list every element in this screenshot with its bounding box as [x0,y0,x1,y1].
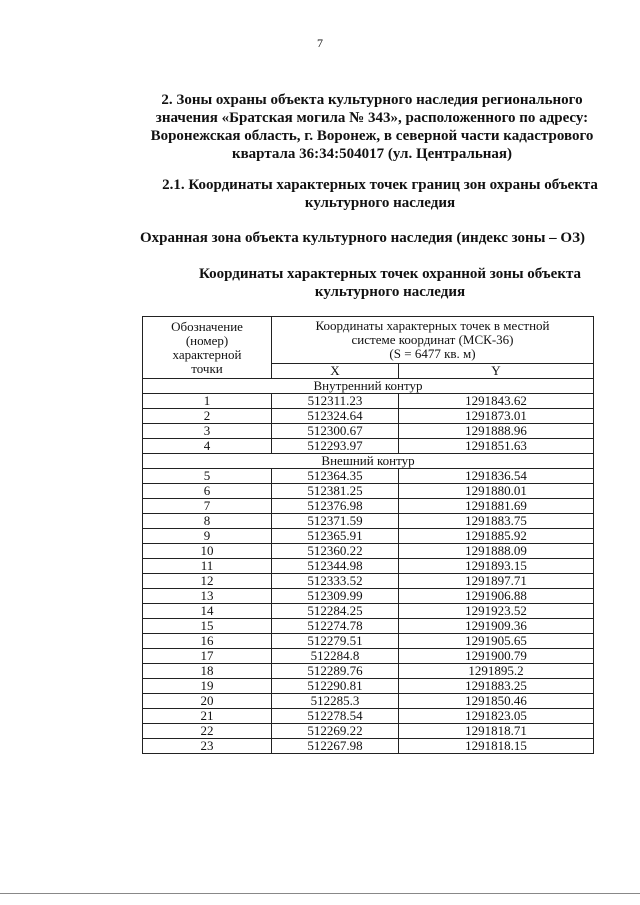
point-number-cell: 16 [143,634,272,649]
point-number-cell: 14 [143,604,272,619]
x-coordinate-cell: 512293.97 [272,439,399,454]
contour-label-row [143,379,594,394]
table-row [143,694,594,709]
point-number-cell: 23 [143,739,272,754]
point-number-cell: 1 [143,394,272,409]
y-coordinate-cell: 1291888.96 [399,424,594,439]
y-coordinate-cell: 1291906.88 [399,589,594,604]
point-number-cell: 3 [143,424,272,439]
table-row [143,664,594,679]
y-coordinate-cell: 1291881.69 [399,499,594,514]
table-body [143,379,594,754]
x-coordinate-cell: 512324.64 [272,409,399,424]
x-coordinate-cell: 512371.59 [272,514,399,529]
point-header-line: характерной [172,346,242,362]
coords-header-line: (S = 6477 кв. м) [389,346,476,361]
section-heading-line: 2. Зоны охраны объекта культурного наследия регионального [161,92,583,108]
point-header-line: (номер) [185,332,229,348]
section-heading-line: квартала 36:34:504017 (ул. Центральная) [231,146,513,162]
point-number-cell: 15 [143,619,272,634]
table-row [143,739,594,754]
y-coordinate-cell: 1291818.15 [399,739,594,754]
y-coordinate-cell: 1291873.01 [399,409,594,424]
y-coordinate-cell: 1291883.75 [399,514,594,529]
y-coordinate-cell: 1291843.62 [399,394,594,409]
page-number: 7 [317,36,323,50]
subsection-heading-line: 2.1. Координаты характерных точек границ зон охраны объекта [162,177,598,193]
table-row [143,394,594,409]
x-coordinate-cell: 512311.23 [272,394,399,409]
point-number-cell: 22 [143,724,272,739]
point-number-cell: 9 [143,529,272,544]
point-number-cell: 4 [143,439,272,454]
inner-contour-label: Внутренний контур [143,379,594,394]
table-row [143,424,594,439]
section-heading-line: значения «Братская могила № 343», расположенного по адресу: [155,110,589,126]
subsection-heading [140,176,620,212]
outer-contour-label: Внешний контур [143,454,594,469]
y-coordinate-cell: 1291905.65 [399,634,594,649]
contour-label-row [143,454,594,469]
table-row [143,409,594,424]
table-row [143,619,594,634]
table-title [175,265,605,301]
table-row [143,604,594,619]
coords-header-line: системе координат (МСК-36) [351,332,514,347]
coordinates-column-header [272,317,594,364]
table-row [143,589,594,604]
x-coordinate-cell: 512309.99 [272,589,399,604]
x-coordinate-cell: 512267.98 [272,739,399,754]
point-number-cell: 7 [143,499,272,514]
y-coordinate-cell: 1291900.79 [399,649,594,664]
table-row [143,724,594,739]
point-number-cell: 2 [143,409,272,424]
table-row [143,634,594,649]
table-row [143,499,594,514]
y-coordinate-cell: 1291883.25 [399,679,594,694]
table-row [143,709,594,724]
point-number-cell: 13 [143,589,272,604]
y-coordinate-cell: 1291897.71 [399,574,594,589]
point-number-cell: 12 [143,574,272,589]
y-column-header: Y [399,364,594,379]
y-coordinate-cell: 1291823.05 [399,709,594,724]
table-row [143,679,594,694]
point-number-cell: 17 [143,649,272,664]
table-row [143,544,594,559]
table-row [143,559,594,574]
point-number-cell: 11 [143,559,272,574]
coords-header-line: Координаты характерных точек в местной [315,318,550,333]
point-column-header [143,317,272,379]
x-coordinate-cell: 512284.8 [272,649,399,664]
point-number-cell: 19 [143,679,272,694]
point-number-cell: 20 [143,694,272,709]
x-coordinate-cell: 512284.25 [272,604,399,619]
x-coordinate-cell: 512269.22 [272,724,399,739]
x-coordinate-cell: 512376.98 [272,499,399,514]
x-coordinate-cell: 512365.91 [272,529,399,544]
x-coordinate-cell: 512289.76 [272,664,399,679]
zone-heading: Охранная зона объекта культурного наследия (индекс зоны – ОЗ) [140,230,585,246]
point-number-cell: 5 [143,469,272,484]
y-coordinate-cell: 1291818.71 [399,724,594,739]
point-header-line: точки [191,360,223,376]
x-coordinate-cell: 512278.54 [272,709,399,724]
point-number-cell: 6 [143,484,272,499]
page-bottom-rule [0,893,640,894]
section-heading [112,91,632,163]
x-column-header: X [272,364,399,379]
table-row [143,439,594,454]
table-title-line: Координаты характерных точек охранной зоны объекта [198,266,582,282]
table-row [143,484,594,499]
y-coordinate-cell: 1291888.09 [399,544,594,559]
y-coordinate-cell: 1291895.2 [399,664,594,679]
point-number-cell: 21 [143,709,272,724]
x-coordinate-cell: 512360.22 [272,544,399,559]
table-row [143,649,594,664]
point-number-cell: 8 [143,514,272,529]
point-number-cell: 10 [143,544,272,559]
x-coordinate-cell: 512290.81 [272,679,399,694]
y-coordinate-cell: 1291885.92 [399,529,594,544]
x-coordinate-cell: 512300.67 [272,424,399,439]
point-header-line: Обозначение [171,318,243,334]
table-row [143,574,594,589]
y-coordinate-cell: 1291909.36 [399,619,594,634]
x-coordinate-cell: 512381.25 [272,484,399,499]
x-coordinate-cell: 512285.3 [272,694,399,709]
x-coordinate-cell: 512279.51 [272,634,399,649]
x-coordinate-cell: 512344.98 [272,559,399,574]
point-number-cell: 18 [143,664,272,679]
table-title-line: культурного наследия [314,284,466,300]
y-coordinate-cell: 1291850.46 [399,694,594,709]
y-coordinate-cell: 1291893.15 [399,559,594,574]
coordinates-table [142,316,594,754]
y-coordinate-cell: 1291851.63 [399,439,594,454]
y-coordinate-cell: 1291836.54 [399,469,594,484]
table-row [143,529,594,544]
x-coordinate-cell: 512274.78 [272,619,399,634]
table-row [143,514,594,529]
section-heading-line: Воронежская область, г. Воронеж, в северной части кадастрового [150,128,594,144]
y-coordinate-cell: 1291880.01 [399,484,594,499]
x-coordinate-cell: 512364.35 [272,469,399,484]
x-coordinate-cell: 512333.52 [272,574,399,589]
y-coordinate-cell: 1291923.52 [399,604,594,619]
subsection-heading-line: культурного наследия [304,195,456,211]
table-row [143,469,594,484]
